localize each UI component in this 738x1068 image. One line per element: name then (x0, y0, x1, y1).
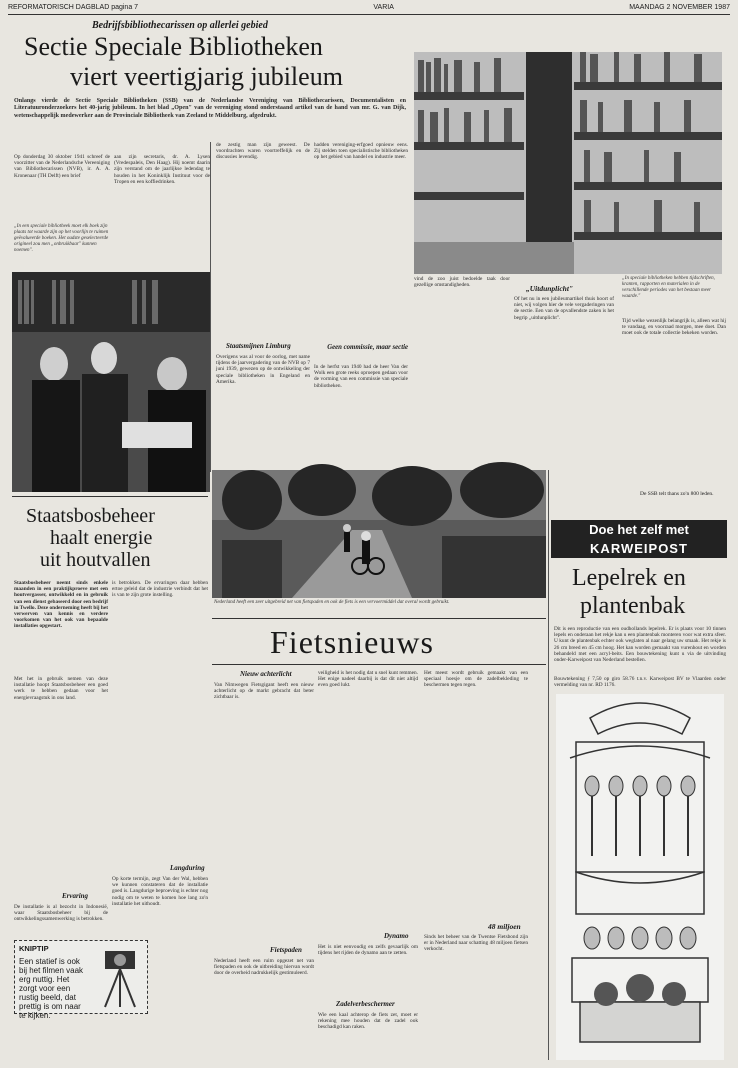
karweipost-band-2: KARWEIPOST (551, 540, 727, 558)
article1-title-line1: Sectie Speciale Bibliotheken (24, 32, 323, 61)
kniptip-text: Een statief is ook bij het filmen vaak erg nuttig. Het zorgt voor een rustig beeld, dat prettig is om naar te kijken. (19, 957, 84, 1020)
divider (212, 664, 546, 665)
article1-sign: De SSB telt thans zo'n 800 leden. (640, 491, 714, 497)
article1-col6-caption: „In speciale bibliotheken hebben tijdschriften, kranten, rapporten en materialen in de verschillende periodes van het bestaan meer waarde." (622, 276, 715, 299)
article2-title-line1: Staatsbosbeheer (26, 505, 155, 527)
divider (212, 618, 546, 619)
karweipost-band-1: Doe het zelf met (551, 520, 727, 540)
article3-col3b: Sinds het beheer van de Twentse Fietsbond zijn er in Nederland naar schatting 48 miljoen fietsen verkocht. (424, 934, 528, 953)
article1-title-line2: viert veertigjarig jubileum (70, 62, 343, 91)
article2-col2: is betrokken. De ervaringen daar hebben ertoe geleid dat de industrie verbindt dat het is van te zijn grote instelling. (112, 580, 208, 599)
subhead-48-miljoen: 48 miljoen (488, 922, 521, 931)
article2-title-line2: haalt energie (50, 527, 153, 549)
header-left: REFORMATORISCH DAGBLAD pagina 7 (8, 4, 139, 11)
article1-lead: Onlangs vierde de Sectie Speciale Bibliotheken (SSB) van de Nederlandse Vereniging van Bibliothecarissen, Documentalisten en Literatuuronderzoekers het 40-jarig jubileum. In het blad „Open" van de vereniging stond onderstaand artikel van de hand van mr. G. van Dijk, wetenschappelijk medewerker aan de Provinciale Bibliotheek van Zeeland te Middelburg, afgedrukt. (14, 98, 406, 119)
kniptip-box (14, 940, 148, 1020)
article4-title-line1: Lepelrek en (572, 565, 686, 591)
article3-col1b: Nederland heeft een ruim opgezet net van fietspaden en ook de uitbreiding hiervan wordt door de overheid nadrukkelijk gestimuleerd. (214, 958, 314, 977)
subhead-ervaring: Ervaring (62, 892, 89, 900)
article4-title-line2: plantenbak (580, 593, 686, 619)
article3-col2c: Wie een kaal achterop de fiets zet, moet er rekening mee houden dat de zadel ook beschadigd kan raken. (318, 1012, 418, 1031)
article3-col1: Van Nimwegen Fietsgigant heeft een nieuw achterlicht op de markt gebracht dat beter zichtbaar is. (214, 682, 314, 701)
article1-col2: aan zijn secretaris, dr. A. Lysen (Vredespaleis, Den Haag). Hij noemt daarin zijn verstand om de jaarlijkse ledendag te houden in het Koninklijk Instituut voor de Tropen en een koffiedrinken. (114, 154, 210, 185)
column-rule (210, 142, 211, 472)
article1-photo-caption: „In een speciale bibliotheek moet elk boek zijn plaats tot waarde zijn op het voorlijn te ruimen geëvalueerde boeken. Het oudste geselecteerde origineel zou men „onbruikbaar" kunnen noemen". (14, 224, 109, 253)
article1-col5: vind de zoo juist bedoelde taak door gezellige omstandigheden. (414, 276, 510, 289)
article1-col1: Op donderdag 30 oktober 1941 schreef de voorzitter van de Nederlandsche Vereeniging van Bibliothecarissen (NVB), ir. A. A. Kronenaar (TH Delft) een brief (14, 154, 110, 179)
article1-col3: de zestig man zijn geweest. De voordrachten waren voortreffelijk en de discussies levendig. (216, 142, 310, 161)
article1-col4: hadden vereniging-erfgoed opnieuw eens. Zij stelden toen specialistische bibliotheken op het gebied van handel en industrie meer. (314, 142, 408, 161)
subhead-langduring: Langduring (170, 864, 205, 872)
article4-lead: Dit is een reproductie van een oudhollands lepelrek. Er is plaats voor 10 tinnen lepels en onderaan het rekje kan u een plantenbak monteren voor wat extra sfeer. U kunt de plantenbak echter ook weglaten al naar gelang uw smaak. Het rekje is 26 cm breed en 45 cm hoog. Het kan worden gemaakt van vurenhout en worden behandeld met een acryl-beits. Een bouwtekening kunt u via de uitvinding onder-Karweipost van Nederland bestellen. (554, 626, 726, 664)
column-rule (548, 470, 549, 1060)
spoon-rack-drawing (556, 694, 724, 1060)
divider (12, 496, 208, 497)
subhead-fietspaden: Fietspaden (270, 946, 302, 954)
article2-lead: Staatsbosbeheer neemt sinds enkele maanden in een praktijkproeve met een houtvergasser, ontwikkeld en in gebruik van een dienst gebaseerd door een bedrijf in Twello. Deze onderneming heeft bij het verwerven van kennis en verdere voorkomen van het ook van bepaalde installaties opgestart. (14, 580, 108, 630)
bike-path-photo (212, 470, 546, 598)
subhead-staatsmijnen: Staatsmijnen Limburg (226, 342, 291, 350)
article1-col6: Tijd welke wezenlijk belangrijk is, alleen wat hij te vandaag, en voorraad morgen, mee doet. Dan moet ook de totale collectie bekeken worden. (622, 318, 726, 337)
kniptip-title: KNIPTIP (19, 944, 49, 953)
article2-col1: Met het in gebruik nemen van deze installatie hoopt Staatsbosbeheer een goed werk te hebben gedaan voor het energievraagstuk in ons land. (14, 676, 108, 701)
article1-kicker: Bedrijfsbibliothecarissen op allerlei gebied (92, 20, 268, 31)
article2-col2b: Op korte termijn, zegt Van der Wal, hebben we kunnen constateren dat de installatie goed is. Langdurige beproeving is echter nog nodig om te weten te komen hoe lang zo'n installatie het uithoudt. (112, 876, 208, 907)
article1-col3b: Overigens was al voor de oorlog, met name tijdens de jaarvergadering van de NVB op 7 juni 1939, gewezen op de ontwikkeling der speciale bibliotheken in Engeland en Amerika. (216, 354, 310, 385)
header-center: VARIA (373, 4, 394, 11)
article2-col1b: De installatie is al bezocht in Indonesië, waar Staatsbosbeheer bij de ontwikkelingssamenwerking is betrokken. (14, 904, 108, 923)
article1-col4b: In de herfst van 1940 had de heer Van der Wolk een grote reeks oproepen gedaan voor de vorming van een commissie van speciale bibliotheken. (314, 364, 408, 389)
camera-tripod-icon (97, 945, 143, 1009)
article3-title: Fietsnieuws (270, 624, 434, 660)
article2-title-line3: uit houtvallen (40, 549, 151, 571)
library-people-photo (12, 272, 210, 492)
subhead-zadelverbeschermer: Zadelverbeschermer (336, 1000, 395, 1008)
bike-photo-caption: Nederland heeft een zeer uitgebreid net van fietspaden en ook de fiets is een vervoermiddel dat overal wordt gebruikt. (214, 600, 450, 605)
subhead-nieuw-achterlicht: Nieuw achterlicht (240, 670, 292, 678)
header-right: MAANDAG 2 NOVEMBER 1987 (629, 4, 730, 11)
article3-col3: Het meest wordt gebruik gemaakt van een speciaal hoesje om de zadelbekleding te beschermen tegen regen. (424, 670, 528, 689)
article1-col5b: Of het nu in een jubileumartikel thuis hoort of niet, wij volgen hier de vele vergaderingen van de sectie. Een van de opvallendste zaken is het begrip „uitdunplicht". (514, 296, 614, 321)
subhead-uitdunplicht: „Uitdunplicht" (526, 284, 574, 293)
subhead-geen-commissie: Geen commissie, maar sectie (327, 344, 408, 351)
article3-col2: veiligheid is het nodig dat u snel kunt remmen. Het enige nadeel daarbij is dat dit niet altijd even goed lukt. (318, 670, 418, 689)
article4-price: Bouwtekening ƒ 7,50 op giro 58.76 t.n.v. Karweipost BV te Vlaarden onder vermelding van nr. RD 1176. (554, 676, 726, 689)
article3-col2b: Het is niet eenvoudig en zelfs gevaarlijk om tijdens het rijden de dynamo aan te zetten. (318, 944, 418, 957)
subhead-dynamo: Dynamo (384, 932, 409, 940)
library-shelves-photo (414, 52, 722, 274)
running-header (8, 4, 730, 15)
